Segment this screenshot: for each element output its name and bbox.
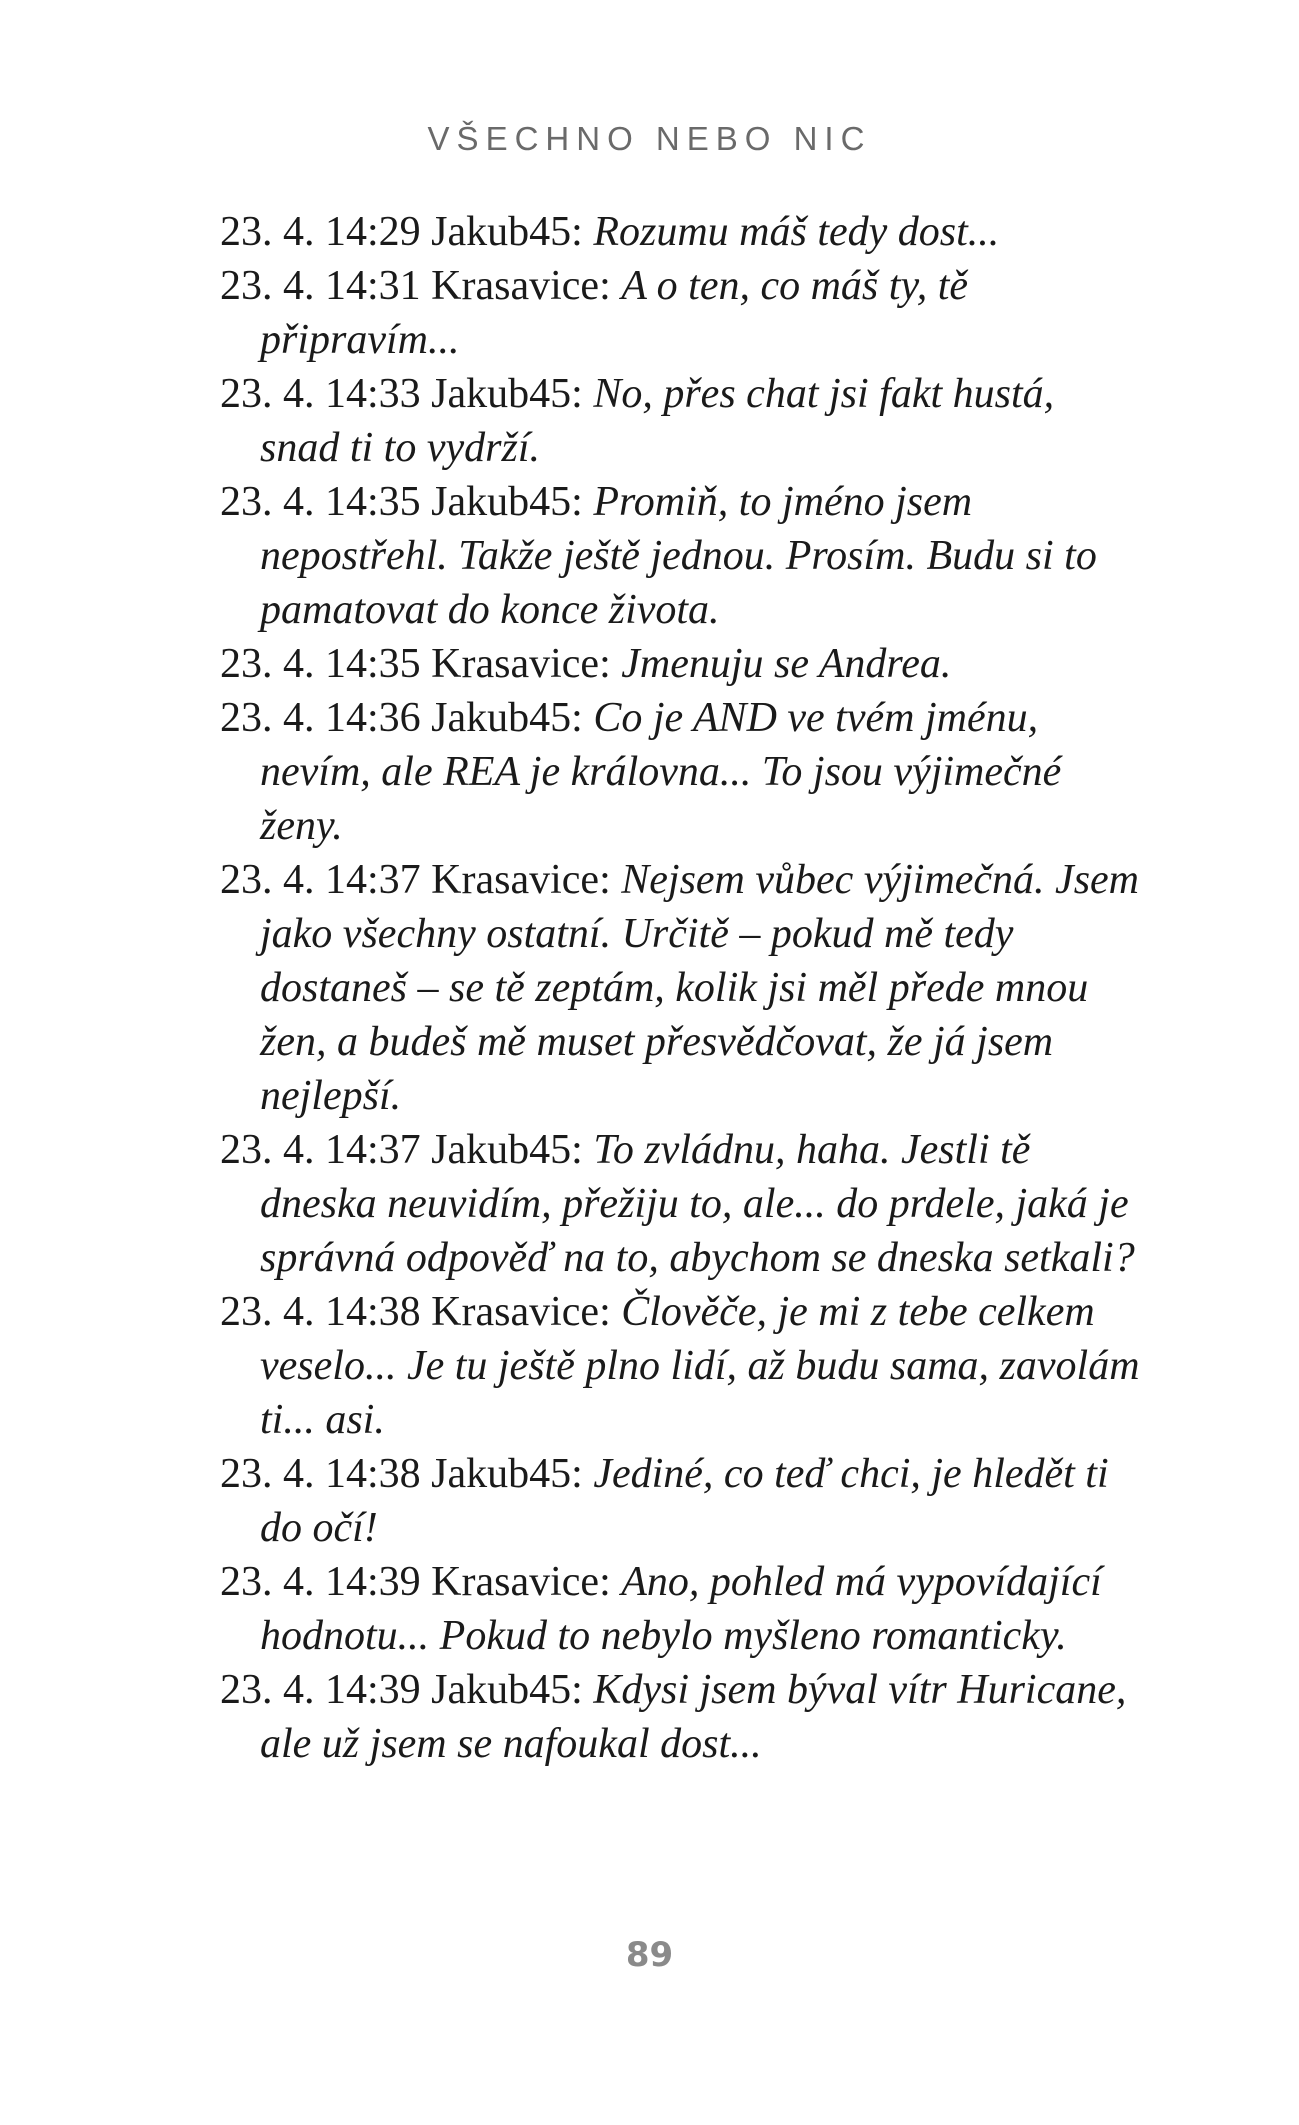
entry-timestamp: 23. 4. 14:33 <box>220 371 421 417</box>
entry-author: Jakub45: <box>431 1667 583 1713</box>
entry-message: Člověče, je mi z tebe celkem veselo... Je tu ještě plno lidí, až budu sama, zavolám ti... asi. <box>260 1289 1140 1443</box>
chat-entry <box>220 637 1140 691</box>
entry-author: Jakub45: <box>431 479 583 525</box>
running-header: VŠECHNO NEBO NIC <box>427 120 872 157</box>
entry-author: Jakub45: <box>431 1451 583 1497</box>
chat-entry <box>220 1663 1140 1771</box>
entry-message: No, přes chat jsi fakt hustá, snad ti to vydrží. <box>260 371 1055 471</box>
chat-log <box>220 205 1140 1771</box>
entry-timestamp: 23. 4. 14:36 <box>220 695 421 741</box>
entry-message: Co je AND ve tvém jménu, nevím, ale REA je královna... To jsou výjimečné ženy. <box>260 695 1062 849</box>
entry-timestamp: 23. 4. 14:39 <box>220 1559 421 1605</box>
chat-entry <box>220 853 1140 1123</box>
chat-entry <box>220 1555 1140 1663</box>
entry-timestamp: 23. 4. 14:35 <box>220 479 421 525</box>
entry-message: Jediné, co teď chci, je hledět ti do očí! <box>260 1451 1109 1551</box>
entry-timestamp: 23. 4. 14:31 <box>220 263 421 309</box>
chat-entry <box>220 1123 1140 1285</box>
entry-author: Jakub45: <box>431 209 583 255</box>
entry-timestamp: 23. 4. 14:39 <box>220 1667 421 1713</box>
entry-author: Krasavice: <box>431 1289 611 1335</box>
entry-message: A o ten, co máš ty, tě připravím... <box>260 263 969 363</box>
entry-author: Jakub45: <box>431 695 583 741</box>
entry-message: Jmenuju se Andrea. <box>621 641 952 687</box>
entry-message: Rozumu máš tedy dost... <box>593 209 1000 255</box>
chat-entry <box>220 691 1140 853</box>
entry-author: Jakub45: <box>431 1127 583 1173</box>
entry-message: Kdysi jsem býval vítr Huricane, ale už jsem se nafoukal dost... <box>260 1667 1127 1767</box>
entry-timestamp: 23. 4. 14:37 <box>220 857 421 903</box>
entry-message: To zvládnu, haha. Jestli tě dneska neuvidím, přežiju to, ale... do prdele, jaká je správná odpověď na to, abychom se dneska setkali? <box>260 1127 1135 1281</box>
entry-author: Krasavice: <box>431 263 611 309</box>
entry-author: Jakub45: <box>431 371 583 417</box>
entry-timestamp: 23. 4. 14:35 <box>220 641 421 687</box>
chat-entry <box>220 367 1140 475</box>
entry-timestamp: 23. 4. 14:37 <box>220 1127 421 1173</box>
entry-timestamp: 23. 4. 14:29 <box>220 209 421 255</box>
entry-author: Krasavice: <box>431 641 611 687</box>
chat-entry <box>220 259 1140 367</box>
entry-message: Ano, pohled má vypovídající hodnotu... Pokud to nebylo myšleno romanticky. <box>260 1559 1102 1659</box>
entry-author: Krasavice: <box>431 1559 611 1605</box>
entry-timestamp: 23. 4. 14:38 <box>220 1451 421 1497</box>
chat-entry <box>220 1285 1140 1447</box>
entry-author: Krasavice: <box>431 857 611 903</box>
entry-message: Promiň, to jméno jsem nepostřehl. Takže ještě jednou. Prosím. Budu si to pamatovat do konce života. <box>260 479 1097 633</box>
chat-entry <box>220 205 1140 259</box>
chat-entry <box>220 1447 1140 1555</box>
entry-message: Nejsem vůbec výjimečná. Jsem jako všechny ostatní. Určitě – pokud mě tedy dostaneš – se tě zeptám, kolik jsi měl přede mnou žen, a budeš mě muset přesvědčovat, že já jsem nejlepší. <box>260 857 1140 1119</box>
chat-entry <box>220 475 1140 637</box>
page-number: 89 <box>625 1935 674 1975</box>
entry-timestamp: 23. 4. 14:38 <box>220 1289 421 1335</box>
